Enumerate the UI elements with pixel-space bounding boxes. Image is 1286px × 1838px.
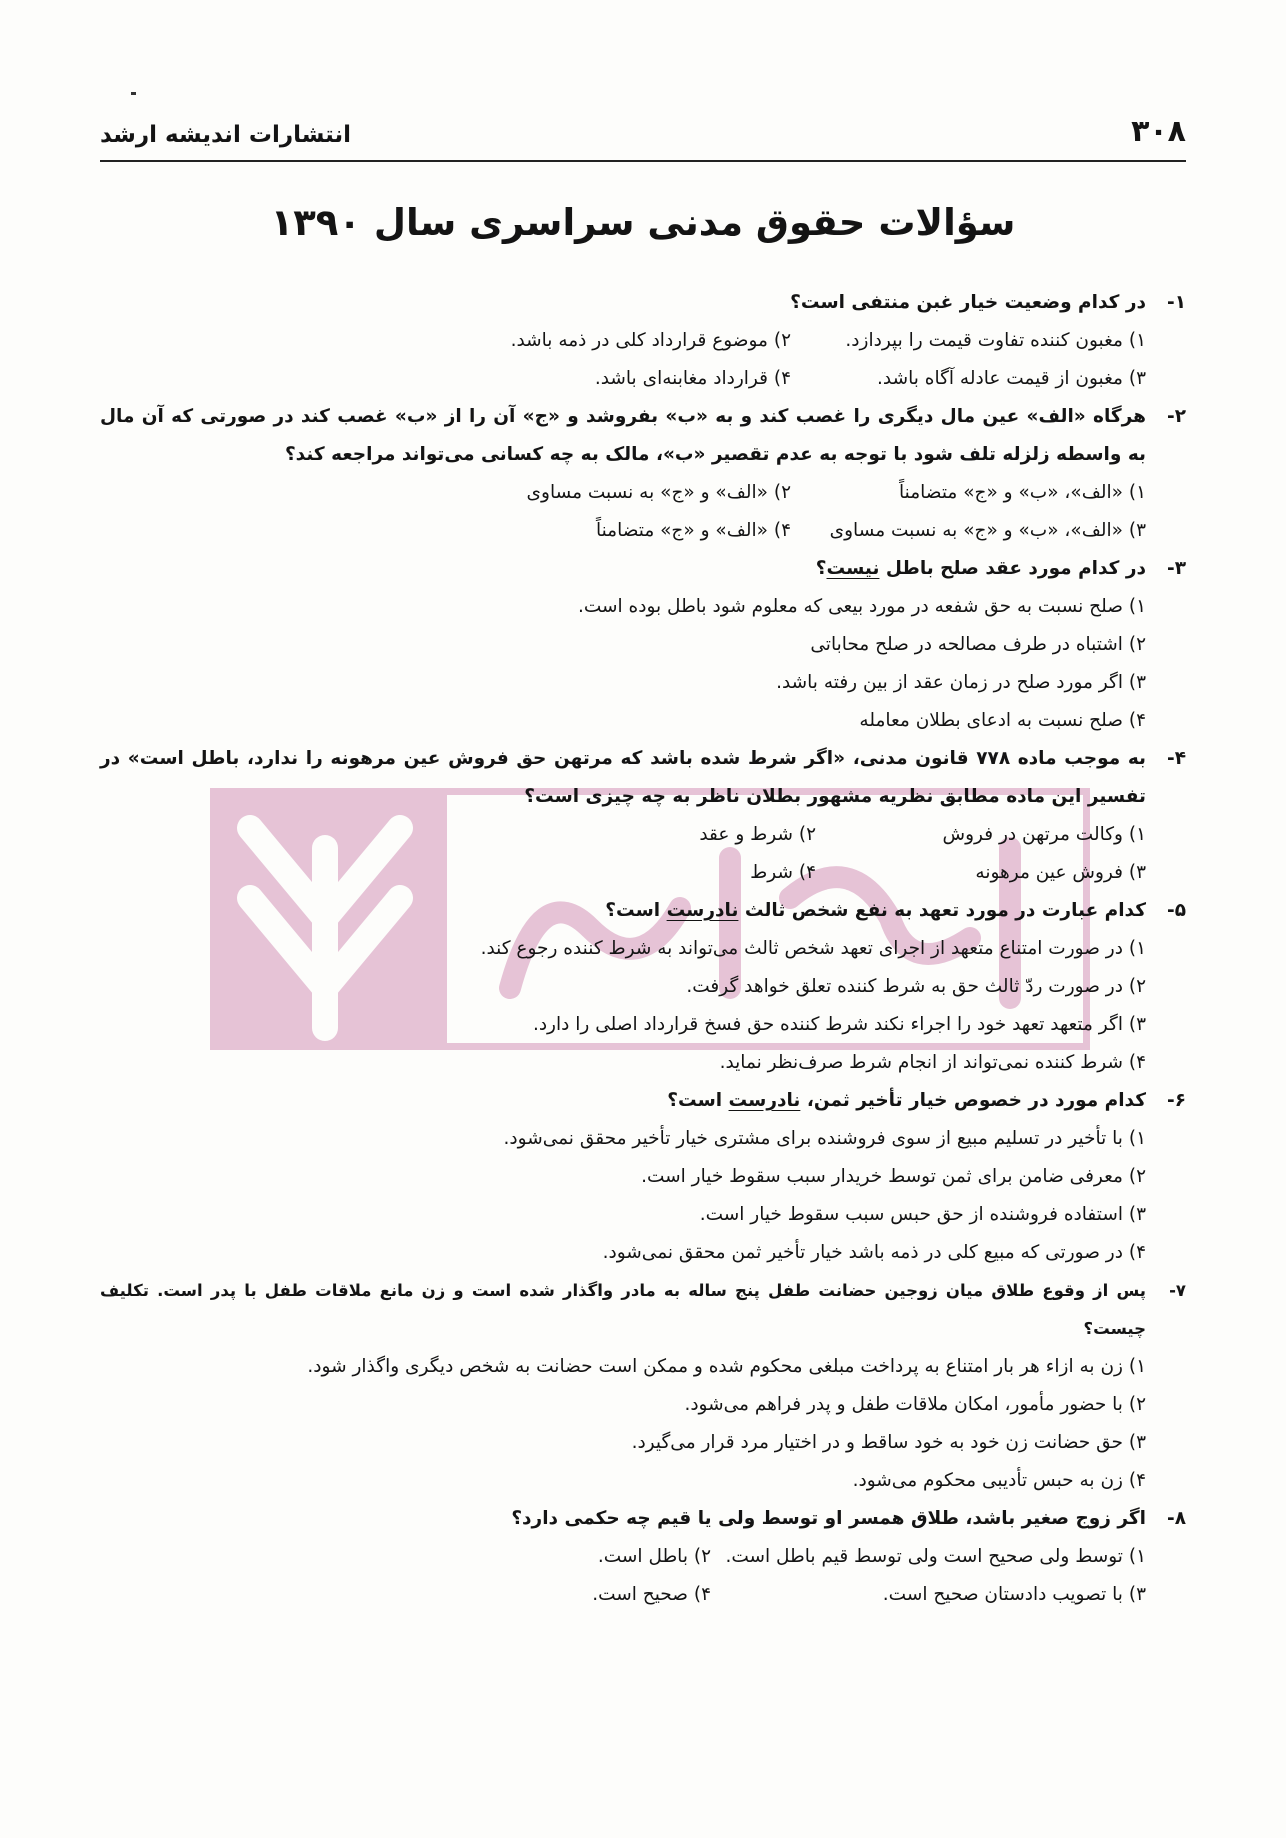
option: ۲) معرفی ضامن برای ثمن توسط خریدار سبب سقوط خیار است. (641, 1166, 1146, 1187)
option: ۴) در صورتی که مبیع کلی در ذمه باشد خیار تأخیر ثمن محقق نمی‌شود. (602, 1242, 1146, 1263)
option: ۲) اشتباه در طرف مصالحه در صلح محاباتی (810, 634, 1146, 655)
option: ۲) «الف» و «ج» به نسبت مساوی (526, 482, 791, 503)
questions (100, 284, 1186, 1614)
question-text-end: است؟ (605, 900, 667, 921)
question-text-end: ؟ (815, 558, 827, 579)
option: ۱) مغبون کننده تفاوت قیمت را بپردازد. (845, 330, 1146, 351)
options-row (100, 474, 1186, 512)
options-row (100, 360, 1186, 398)
publisher-name: انتشارات اندیشه ارشد (100, 122, 352, 148)
question-text: پس از وقوع طلاق میان زوجین حضانت طفل پنج ساله به مادر واگذار شده است و زن مانع ملاقات طفل با پدر است. تکلیف چیست؟ (100, 1281, 1146, 1338)
option: ۴) «الف» و «ج» متضامناً (595, 520, 791, 541)
question-text: در کدام مورد عقد صلح باطل (879, 558, 1146, 579)
question-number: ۱- (1167, 292, 1186, 313)
options-row (100, 322, 1186, 360)
question-number: ۶- (1167, 1090, 1186, 1111)
option: ۲) با حضور مأمور، امکان ملاقات طفل و پدر فراهم می‌شود. (684, 1394, 1146, 1415)
option: ۱) توسط ولی صحیح است ولی توسط قیم باطل است. (725, 1546, 1146, 1567)
question-7 (100, 1272, 1186, 1348)
question-text: هرگاه «الف» عین مال دیگری را غصب کند و به «ب» بفروشد و «ج» آن را از «ب» غصب کند در صورتی که آن مال به واسطه زلزله تلف شود با توجه به عدم تقصیر «ب»، مالک به چه کسانی می‌تواند مراجعه کند؟ (100, 406, 1146, 465)
option: ۱) وکالت مرتهن در فروش (942, 824, 1146, 845)
option: ۳) اگر متعهد تعهد خود را اجراء نکند شرط کننده حق فسخ قرارداد اصلی را دارد. (532, 1014, 1146, 1035)
question-4 (100, 740, 1186, 816)
option: ۴) صلح نسبت به ادعای بطلان معامله (859, 710, 1146, 731)
option: ۲) در صورت ردّ ثالث حق به شرط کننده تعلق خواهد گرفت. (686, 976, 1146, 997)
option: ۱) «الف»، «ب» و «ج» متضامناً (899, 482, 1146, 503)
question-number: ۸- (1167, 1508, 1186, 1529)
question-text: در کدام وضعیت خیار غبن منتفی است؟ (790, 292, 1146, 313)
question-emphasis: نیست (826, 558, 880, 579)
question-number: ۴- (1167, 748, 1186, 769)
question-6 (100, 1082, 1186, 1120)
question-3 (100, 550, 1186, 588)
question-text: کدام عبارت در مورد تعهد به نفع شخص ثالث (738, 900, 1146, 921)
options-row (100, 1538, 1186, 1576)
option: ۴) زن به حبس تأدیبی محکوم می‌شود. (852, 1470, 1146, 1491)
question-text: به موجب ماده ۷۷۸ قانون مدنی، «اگر شرط شده باشد که مرتهن حق فروش عین مرهونه را ندارد، باطل است» در تفسیر این ماده مطابق نظریه مشهور بطلان ناظر به چه چیزی است؟ (100, 748, 1146, 807)
page-number: ۳۰۸ (1131, 114, 1186, 149)
question-number: ۵- (1167, 900, 1186, 921)
page-title: سؤالات حقوق مدنی سراسری سال ۱۳۹۰ (270, 201, 1016, 244)
options-row (100, 512, 1186, 550)
question-8 (100, 1500, 1186, 1538)
option: ۲) باطل است. (597, 1546, 711, 1567)
option: ۲) شرط و عقد (699, 824, 816, 845)
question-emphasis: نادرست (666, 900, 739, 921)
option: ۱) صلح نسبت به حق شفعه در مورد بیعی که معلوم شود باطل بوده است. (577, 596, 1146, 617)
option: ۱) زن به ازاء هر بار امتناع به پرداخت مبلغی محکوم شده و ممکن است حضانت به شخص دیگری واگذار شود. (307, 1356, 1146, 1377)
option: ۳) «الف»، «ب» و «ج» به نسبت مساوی (829, 520, 1146, 541)
question-2 (100, 398, 1186, 474)
options-row (100, 854, 1186, 892)
option: ۳) استفاده فروشنده از حق حبس سبب سقوط خیار است. (699, 1204, 1146, 1225)
option: ۳) با تصویب دادستان صحیح است. (882, 1584, 1146, 1605)
option: ۱) با تأخیر در تسلیم مبیع از سوی فروشنده برای مشتری خیار تأخیر محقق نمی‌شود. (503, 1128, 1146, 1149)
option: ۳) مغبون از قیمت عادله آگاه باشد. (877, 368, 1146, 389)
option: ۲) موضوع قرارداد کلی در ذمه باشد. (510, 330, 791, 351)
question-text-end: است؟ (667, 1090, 729, 1111)
question-text: اگر زوج صغیر باشد، طلاق همسر او توسط ولی یا قیم چه حکمی دارد؟ (511, 1508, 1146, 1529)
option: ۴) قرارداد مغابنه‌ای باشد. (594, 368, 791, 389)
option: ۳) اگر مورد صلح در زمان عقد از بین رفته باشد. (776, 672, 1146, 693)
options-row (100, 1576, 1186, 1614)
question-number: ۳- (1167, 558, 1186, 579)
question-number: ۲- (1167, 406, 1186, 427)
question-1 (100, 284, 1186, 322)
question-number: ۷- (1169, 1281, 1186, 1300)
option: ۴) شرط (750, 862, 816, 883)
header-rule (100, 160, 1186, 162)
option: ۴) شرط کننده نمی‌تواند از انجام شرط صرف‌نظر نماید. (719, 1052, 1146, 1073)
option: ۱) در صورت امتناع متعهد از اجرای تعهد شخص ثالث می‌تواند به شرط کننده رجوع کند. (480, 938, 1146, 959)
option: ۳) حق حضانت زن خود به خود ساقط و در اختیار مرد قرار می‌گیرد. (631, 1432, 1146, 1453)
option: ۳) فروش عین مرهونه (975, 862, 1146, 883)
option: ۴) صحیح است. (592, 1584, 711, 1605)
question-5 (100, 892, 1186, 930)
question-emphasis: نادرست (728, 1090, 801, 1111)
question-text: کدام مورد در خصوص خیار تأخیر ثمن، (800, 1090, 1146, 1111)
print-speck (131, 92, 136, 95)
page-header (100, 112, 1186, 162)
options-row (100, 816, 1186, 854)
